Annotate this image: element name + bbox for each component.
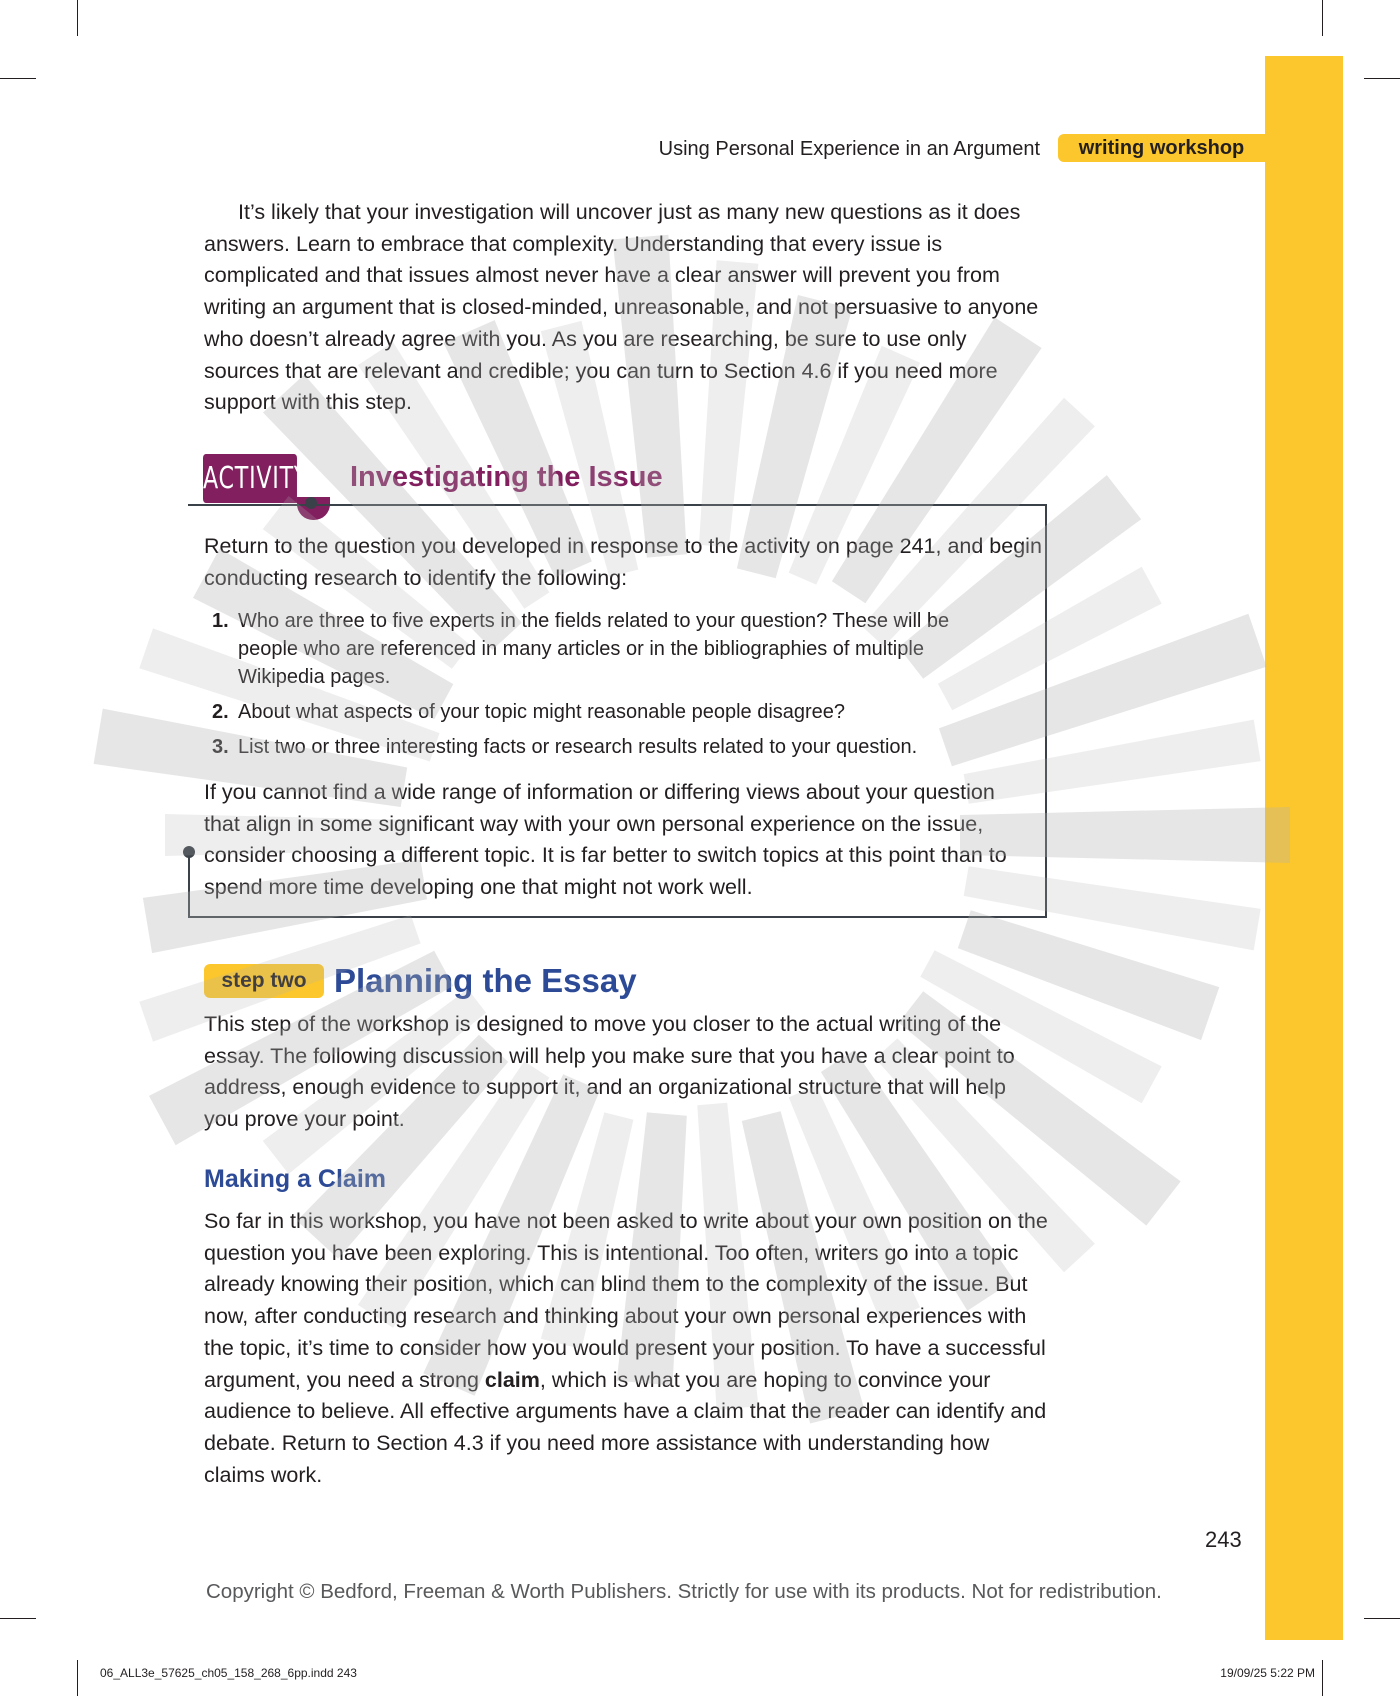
list-item — [204, 733, 1004, 761]
section-tag: writing workshop — [1058, 134, 1265, 162]
crop-mark — [77, 1660, 78, 1696]
running-head-title: Using Personal Experience in an Argument — [658, 138, 1040, 160]
activity-box-left-rule — [188, 853, 190, 918]
list-item-text: About what aspects of your topic might reasonable people disagree? — [238, 701, 846, 723]
step-title: Planning the Essay — [334, 962, 637, 999]
activity-title: Investigating the Issue — [350, 461, 663, 493]
list-item-number: 3. — [212, 736, 229, 758]
page-number: 243 — [1205, 1527, 1242, 1552]
crop-mark — [1364, 78, 1400, 79]
crop-mark — [77, 0, 78, 36]
list-item-text: List two or three interesting facts or research results related to your question. — [238, 736, 918, 758]
copyright-notice: Copyright © Bedford, Freeman & Worth Publishers. Strictly for use with its products. Not for redistribution. — [206, 1580, 1162, 1603]
claim-key-term: claim — [484, 1367, 540, 1392]
list-item — [204, 698, 1004, 726]
claim-paragraph — [204, 1206, 1049, 1491]
crop-mark — [1322, 1660, 1323, 1696]
step-heading — [204, 961, 1004, 1003]
step-paragraph: This step of the workshop is designed to move you closer to the actual writing of the essay. The following discussion will help you make sure that you have a clear point to address, enough evidence to support it, and an organizational structure that will help you prove your point. — [204, 1012, 1015, 1132]
crop-mark — [1364, 1618, 1400, 1619]
crop-mark — [0, 1618, 36, 1619]
crop-mark — [0, 78, 36, 79]
list-item-number: 2. — [212, 701, 229, 723]
slug-datetime: 19/09/25 5:22 PM — [1220, 1666, 1315, 1680]
intro-paragraph: It’s likely that your investigation will uncover just as many new questions as it does answers. Learn to embrace that complexity. Understanding that every issue is complicated and that issues almost never have a clear answer will prevent you from writing an argument that is closed-minded, unreasonable, and not persuasive to anyone who doesn’t already agree with you. As you are researching, be sure to use only sources that are relevant and credible; you can turn to Section 4.6 if you need more support with this step. — [204, 200, 1039, 415]
activity-list — [204, 607, 1004, 768]
list-item — [204, 607, 1004, 691]
list-item-text: Who are three to five experts in the fields related to your question? These will be people who are referenced in many articles or in the bibliographies of multiple Wikipedia pages. — [238, 610, 950, 688]
subheading-making-a-claim: Making a Claim — [204, 1165, 386, 1193]
page-edge-band — [1265, 56, 1343, 1640]
activity-box-dot — [305, 497, 317, 509]
list-item-number: 1. — [212, 610, 229, 632]
claim-text-after: , which is what you are hoping to convince your audience to believe. All effective arguments have a claim that the reader can identify and debate. Return to Section 4.3 if you need more assistance with understanding how claims work. — [204, 1367, 1047, 1487]
activity-badge: ACTIVITY — [203, 454, 297, 503]
claim-text-before: So far in this workshop, you have not been asked to write about your own position on the question you have been exploring. This is intentional. Too often, writers go into a topic already knowing their position, which can blind them to the complexity of the issue. But now, after conducting research and thinking about your own personal experiences with the topic, it’s time to consider how you would present your position. To have a successful argument, you need a strong — [204, 1209, 1048, 1392]
step-badge: step two — [204, 964, 324, 998]
activity-heading — [203, 453, 1003, 503]
running-head — [600, 134, 1265, 164]
activity-intro: Return to the question you developed in response to the activity on page 241, and begin conducting research to identify the following: — [204, 534, 1042, 590]
slug-file: 06_ALL3e_57625_ch05_158_268_6pp.indd 243 — [100, 1666, 357, 1680]
activity-box-dot — [183, 846, 195, 858]
activity-closing: If you cannot find a wide range of information or differing views about your question that align in some significant way with your own personal experience on the issue, consider choosing a different topic. It is far better to switch topics at this point than to spend more time developing one that might not work well. — [204, 780, 1007, 900]
crop-mark — [1322, 0, 1323, 36]
